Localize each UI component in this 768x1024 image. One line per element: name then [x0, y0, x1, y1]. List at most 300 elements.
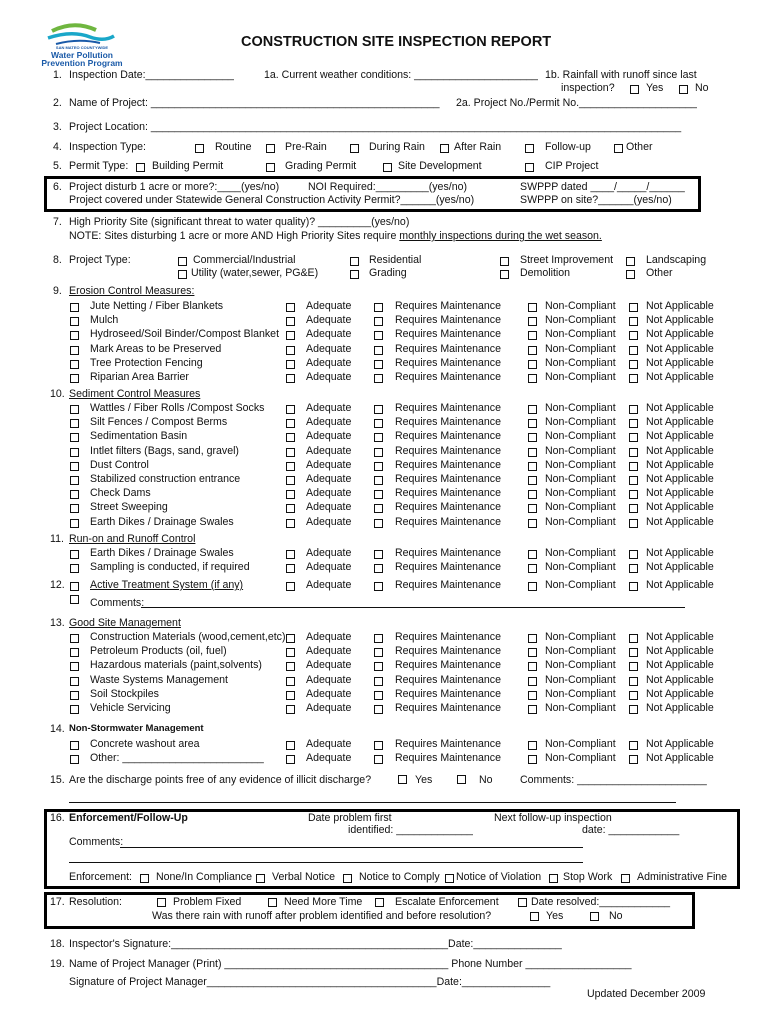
s13-item-2-label: Hazardous materials (paint,solvents) — [90, 659, 262, 672]
during-rain-checkbox[interactable] — [350, 144, 359, 153]
s16-comments-line-2[interactable] — [69, 862, 583, 863]
s10-item-5-non-compliant-checkbox[interactable] — [528, 476, 537, 485]
s13-item-5-adequate-checkbox[interactable] — [286, 705, 295, 714]
s13-item-5-requires-maintenance-checkbox[interactable] — [374, 705, 383, 714]
street-improvement-checkbox[interactable] — [500, 257, 509, 266]
s9-item-2-not-applicable-checkbox[interactable] — [629, 331, 638, 340]
s13-item-0-requires-maintenance-checkbox[interactable] — [374, 634, 383, 643]
s10-item-1-requires-maintenance-checkbox[interactable] — [374, 419, 383, 428]
s10-item-3-not-applicable-checkbox[interactable] — [629, 448, 638, 457]
grading-checkbox[interactable] — [350, 270, 359, 279]
s10-item-1-adequate-label: Adequate — [306, 416, 352, 429]
s10-item-5-requires-maintenance-checkbox[interactable] — [374, 476, 383, 485]
site-development-checkbox[interactable] — [383, 163, 392, 172]
s9-item-1-checkbox[interactable] — [70, 317, 79, 326]
s9-item-4-requires-maintenance-checkbox[interactable] — [374, 360, 383, 369]
date-resolved-checkbox[interactable] — [518, 898, 527, 907]
s9-item-3-non-compliant-label: Non-Compliant — [545, 342, 616, 355]
s9-item-2-label: Hydroseed/Soil Binder/Compost Blanket — [90, 328, 280, 341]
s13-item-0-non-compliant-checkbox[interactable] — [528, 634, 537, 643]
s11-item-0-adequate-label: Adequate — [306, 547, 352, 559]
s14-item-1-label: Other: ________________________ — [90, 752, 264, 765]
s13-item-4-non-compliant-checkbox[interactable] — [528, 691, 537, 700]
s12-item-adequate-checkbox[interactable] — [286, 582, 295, 591]
s10-item-3-non-compliant-label: Non-Compliant — [545, 444, 616, 457]
s13-item-1-requires-maintenance-checkbox[interactable] — [374, 648, 383, 657]
cip-project-label: CIP Project — [545, 160, 599, 172]
swppp-dated-field[interactable]: SWPPP dated ____/_____/______ — [520, 181, 685, 193]
logo-line1: Water Pollution — [50, 50, 113, 60]
s12-item-checkbox[interactable] — [70, 582, 79, 591]
s9-item-2-non-compliant-checkbox[interactable] — [528, 331, 537, 340]
row6-num: 6. — [53, 181, 62, 193]
s15-num: 15. — [50, 774, 65, 786]
s9-item-3-adequate-checkbox[interactable] — [286, 346, 295, 355]
s13-item-1-not-applicable-label: Not Applicable — [646, 645, 714, 658]
s13-item-5-non-compliant-label: Non-Compliant — [545, 702, 616, 714]
s15-comments-field[interactable]: Comments: ______________________ — [520, 774, 707, 786]
s14-item-0-adequate-label: Adequate — [306, 738, 352, 750]
s17-yes-label: Yes — [546, 910, 564, 922]
s14-item-1-non-compliant-checkbox[interactable] — [528, 755, 537, 764]
footer-updated: Updated December 2009 — [587, 988, 706, 1000]
s9-item-3-requires-maintenance-label: Requires Maintenance — [395, 342, 501, 355]
s9-item-4-label: Tree Protection Fencing — [90, 356, 203, 369]
rainfall-yes-label: Yes — [646, 82, 664, 94]
logo — [34, 22, 130, 70]
s13-item-4-not-applicable-checkbox[interactable] — [629, 691, 638, 700]
s13-item-3-checkbox[interactable] — [70, 677, 79, 686]
s10-item-4-adequate-label: Adequate — [306, 458, 352, 471]
s9-item-5-adequate-label: Adequate — [306, 371, 352, 383]
residential-checkbox[interactable] — [350, 257, 359, 266]
project-location-field[interactable]: Project Location: __________________________________________________________________________________________ — [69, 121, 682, 133]
administrative-fine-label: Administrative Fine — [637, 871, 728, 883]
s10-item-4-checkbox[interactable] — [70, 462, 79, 471]
s9-item-1-adequate-label: Adequate — [306, 314, 352, 327]
street-improvement-label: Street Improvement — [520, 254, 614, 266]
s14-item-1-requires-maintenance-checkbox[interactable] — [374, 755, 383, 764]
s10-item-0-requires-maintenance-checkbox[interactable] — [374, 405, 383, 414]
other-type-checkbox[interactable] — [614, 144, 623, 153]
problem-fixed-checkbox[interactable] — [157, 898, 166, 907]
commercial-checkbox[interactable] — [178, 257, 187, 266]
routine-checkbox[interactable] — [195, 144, 204, 153]
s10-item-1-checkbox[interactable] — [70, 419, 79, 428]
s10-item-1-adequate-checkbox[interactable] — [286, 419, 295, 428]
row2-num: 2. — [53, 97, 62, 109]
s11-item-1-non-compliant-checkbox[interactable] — [528, 564, 537, 573]
s10-item-0-non-compliant-checkbox[interactable] — [528, 405, 537, 414]
s10-item-8-not-applicable-checkbox[interactable] — [629, 519, 638, 528]
s13-item-0-checkbox[interactable] — [70, 634, 79, 643]
date-resolved-field[interactable]: Date resolved:____________ — [531, 896, 671, 908]
s13-item-3-not-applicable-label: Not Applicable — [646, 673, 714, 686]
s9-item-0-not-applicable-checkbox[interactable] — [629, 303, 638, 312]
s10-item-4-non-compliant-label: Non-Compliant — [545, 458, 616, 471]
s13-item-0-non-compliant-label: Non-Compliant — [545, 631, 616, 643]
s13-item-1-label: Petroleum Products (oil, fuel) — [90, 645, 227, 658]
s10-item-0-non-compliant-label: Non-Compliant — [545, 402, 616, 414]
s9-item-1-not-applicable-checkbox[interactable] — [629, 317, 638, 326]
s10-item-2-checkbox[interactable] — [70, 433, 79, 442]
s13-item-4-checkbox[interactable] — [70, 691, 79, 700]
s10-item-6-checkbox[interactable] — [70, 490, 79, 499]
follow-up-checkbox[interactable] — [525, 144, 534, 153]
s11-item-0-not-applicable-checkbox[interactable] — [629, 550, 638, 559]
s13-item-4-not-applicable-label: Not Applicable — [646, 687, 714, 700]
s13-item-0-not-applicable-checkbox[interactable] — [629, 634, 638, 643]
s13-item-4-adequate-checkbox[interactable] — [286, 691, 295, 700]
s12-comments-line[interactable] — [141, 607, 685, 608]
s10-item-5-adequate-checkbox[interactable] — [286, 476, 295, 485]
need-more-time-checkbox[interactable] — [268, 898, 277, 907]
inspector-signature-field[interactable]: Inspector's Signature:_______________________________________________Date:_______________ — [69, 938, 562, 950]
s10-item-2-requires-maintenance-checkbox[interactable] — [374, 433, 383, 442]
s13-item-0-not-applicable-label: Not Applicable — [646, 631, 714, 643]
s9-item-5-non-compliant-checkbox[interactable] — [528, 374, 537, 383]
s11-item-0-non-compliant-checkbox[interactable] — [528, 550, 537, 559]
s13-item-2-requires-maintenance-checkbox[interactable] — [374, 662, 383, 671]
s9-item-1-adequate-checkbox[interactable] — [286, 317, 295, 326]
s13-item-4-non-compliant-label: Non-Compliant — [545, 687, 616, 700]
landscaping-label: Landscaping — [646, 254, 707, 266]
rainfall-no-checkbox[interactable] — [679, 85, 688, 94]
project-name-field[interactable]: Name of Project: _________________________________________________ — [69, 97, 440, 109]
pre-rain-checkbox[interactable] — [266, 144, 275, 153]
s13-item-0-label: Construction Materials (wood,cement,etc) — [90, 631, 286, 643]
s9-item-3-requires-maintenance-checkbox[interactable] — [374, 346, 383, 355]
s11-item-0-label: Earth Dikes / Drainage Swales — [90, 547, 234, 559]
routine-label: Routine — [215, 141, 252, 153]
s9-item-1-non-compliant-label: Non-Compliant — [545, 314, 616, 327]
s10-item-3-label: Intlet filters (Bags, sand, gravel) — [90, 444, 239, 457]
s13-item-3-requires-maintenance-checkbox[interactable] — [374, 677, 383, 686]
s14-item-0-non-compliant-checkbox[interactable] — [528, 741, 537, 750]
s16-comments-line-1[interactable] — [120, 847, 583, 848]
s13-item-2-adequate-label: Adequate — [306, 659, 352, 672]
notice-of-violation-checkbox[interactable] — [445, 874, 454, 883]
s10-item-6-non-compliant-label: Non-Compliant — [545, 487, 616, 500]
s9-item-4-adequate-label: Adequate — [306, 356, 352, 369]
s10-item-2-non-compliant-checkbox[interactable] — [528, 433, 537, 442]
s10-item-3-non-compliant-checkbox[interactable] — [528, 448, 537, 457]
s17-no-checkbox[interactable] — [590, 912, 599, 921]
s9-item-4-checkbox[interactable] — [70, 360, 79, 369]
s14-item-1-adequate-checkbox[interactable] — [286, 755, 295, 764]
utility-checkbox[interactable] — [178, 270, 187, 279]
s13-item-5-not-applicable-label: Not Applicable — [646, 702, 714, 714]
s9-num: 9. — [53, 285, 62, 297]
s10-item-6-requires-maintenance-checkbox[interactable] — [374, 490, 383, 499]
s10-item-7-checkbox[interactable] — [70, 504, 79, 513]
s10-item-1-not-applicable-label: Not Applicable — [646, 416, 714, 429]
s10-item-6-not-applicable-checkbox[interactable] — [629, 490, 638, 499]
s15-question: Are the discharge points free of any evidence of illicit discharge? — [69, 774, 372, 786]
s10-item-2-adequate-checkbox[interactable] — [286, 433, 295, 442]
s13-item-0-adequate-checkbox[interactable] — [286, 634, 295, 643]
s10-item-8-requires-maintenance-checkbox[interactable] — [374, 519, 383, 528]
s9-item-0-requires-maintenance-checkbox[interactable] — [374, 303, 383, 312]
s13-item-1-non-compliant-label: Non-Compliant — [545, 645, 616, 658]
notice-to-comply-checkbox[interactable] — [343, 874, 352, 883]
grading-permit-label: Grading Permit — [285, 160, 357, 172]
s14-item-1-not-applicable-checkbox[interactable] — [629, 755, 638, 764]
s13-item-1-non-compliant-checkbox[interactable] — [528, 648, 537, 657]
s10-item-8-checkbox[interactable] — [70, 519, 79, 528]
s10-item-3-requires-maintenance-checkbox[interactable] — [374, 448, 383, 457]
s16-date-identified-field[interactable]: identified: _____________ — [348, 824, 473, 836]
s9-item-1-label: Mulch — [90, 314, 119, 327]
s16-title: Enforcement/Follow-Up — [69, 812, 188, 824]
project-manager-name-field[interactable]: Name of Project Manager (Print) ______________________________________ Phone Number __________________ — [69, 958, 632, 970]
s13-item-5-checkbox[interactable] — [70, 705, 79, 714]
s10-item-4-not-applicable-checkbox[interactable] — [629, 462, 638, 471]
s17-yes-checkbox[interactable] — [530, 912, 539, 921]
s9-item-0-label: Jute Netting / Fiber Blankets — [90, 300, 224, 312]
s10-item-6-not-applicable-label: Not Applicable — [646, 487, 714, 500]
s14-item-0-requires-maintenance-checkbox[interactable] — [374, 741, 383, 750]
notice-of-violation-label: Notice of Violation — [456, 871, 542, 883]
s15-yes-label: Yes — [415, 774, 433, 786]
stop-work-checkbox[interactable] — [549, 874, 558, 883]
s9-item-3-not-applicable-checkbox[interactable] — [629, 346, 638, 355]
s11-item-0-not-applicable-label: Not Applicable — [646, 547, 714, 559]
s11-item-1-adequate-checkbox[interactable] — [286, 564, 295, 573]
s10-item-7-label: Street Sweeping — [90, 501, 168, 514]
s13-item-1-checkbox[interactable] — [70, 648, 79, 657]
rainfall-yes-checkbox[interactable] — [630, 85, 639, 94]
s9-item-0-requires-maintenance-label: Requires Maintenance — [395, 300, 501, 312]
s11-item-0-checkbox[interactable] — [70, 550, 79, 559]
s12-item-non-compliant-label: Non-Compliant — [545, 579, 616, 591]
none-in-compliance-checkbox[interactable] — [140, 874, 149, 883]
s11-item-1-adequate-label: Adequate — [306, 561, 352, 574]
s13-item-2-adequate-checkbox[interactable] — [286, 662, 295, 671]
s9-item-1-requires-maintenance-checkbox[interactable] — [374, 317, 383, 326]
s10-item-2-not-applicable-checkbox[interactable] — [629, 433, 638, 442]
s11-item-0-requires-maintenance-label: Requires Maintenance — [395, 547, 501, 559]
s10-item-0-not-applicable-checkbox[interactable] — [629, 405, 638, 414]
s13-item-2-requires-maintenance-label: Requires Maintenance — [395, 659, 501, 672]
s10-item-5-not-applicable-checkbox[interactable] — [629, 476, 638, 485]
s11-num: 11. — [50, 533, 64, 545]
s13-item-3-non-compliant-label: Non-Compliant — [545, 673, 616, 686]
s13-item-4-requires-maintenance-checkbox[interactable] — [374, 691, 383, 700]
s15-no-checkbox[interactable] — [457, 775, 466, 784]
s10-item-0-checkbox[interactable] — [70, 405, 79, 414]
stop-work-label: Stop Work — [563, 871, 613, 883]
s11-item-1-not-applicable-label: Not Applicable — [646, 561, 714, 574]
inspection-date-field[interactable]: Inspection Date:_______________ — [69, 69, 234, 81]
grading-permit-checkbox[interactable] — [266, 163, 275, 172]
s10-item-3-adequate-checkbox[interactable] — [286, 448, 295, 457]
escalate-enforcement-checkbox[interactable] — [375, 898, 384, 907]
s14-item-0-not-applicable-checkbox[interactable] — [629, 741, 638, 750]
s13-item-1-adequate-checkbox[interactable] — [286, 648, 295, 657]
project-manager-signature-field[interactable]: Signature of Project Manager_______________________________________Date:_______________ — [69, 976, 551, 988]
s10-item-2-label: Sedimentation Basin — [90, 430, 188, 443]
s11-item-1-requires-maintenance-checkbox[interactable] — [374, 564, 383, 573]
s9-item-0-adequate-checkbox[interactable] — [286, 303, 295, 312]
s10-item-1-not-applicable-checkbox[interactable] — [629, 419, 638, 428]
s13-item-3-non-compliant-checkbox[interactable] — [528, 677, 537, 686]
s9-item-5-requires-maintenance-label: Requires Maintenance — [395, 371, 501, 383]
s13-item-1-not-applicable-checkbox[interactable] — [629, 648, 638, 657]
s11-item-1-checkbox[interactable] — [70, 564, 79, 573]
s9-item-5-requires-maintenance-checkbox[interactable] — [374, 374, 383, 383]
s10-item-6-adequate-label: Adequate — [306, 487, 352, 500]
s10-item-7-adequate-label: Adequate — [306, 501, 352, 514]
swppp-onsite-field[interactable]: SWPPP on site?______(yes/no) — [520, 194, 672, 206]
s10-item-1-non-compliant-checkbox[interactable] — [528, 419, 537, 428]
weather-field[interactable]: 1a. Current weather conditions: _____________________ — [264, 69, 538, 81]
wet-season-note — [69, 230, 602, 242]
s13-item-3-not-applicable-checkbox[interactable] — [629, 677, 638, 686]
s19-num: 19. — [50, 958, 65, 970]
follow-up-label: Follow-up — [545, 141, 591, 153]
s13-item-5-not-applicable-checkbox[interactable] — [629, 705, 638, 714]
cip-project-checkbox[interactable] — [525, 163, 534, 172]
s11-item-1-label: Sampling is conducted, if required — [90, 561, 250, 574]
s11-item-0-requires-maintenance-checkbox[interactable] — [374, 550, 383, 559]
s9-item-4-non-compliant-checkbox[interactable] — [528, 360, 537, 369]
s10-item-5-non-compliant-label: Non-Compliant — [545, 473, 616, 485]
landscaping-checkbox[interactable] — [626, 257, 635, 266]
s10-item-8-adequate-checkbox[interactable] — [286, 519, 295, 528]
s9-item-4-not-applicable-checkbox[interactable] — [629, 360, 638, 369]
noi-required-field[interactable]: NOI Required:_________(yes/no) — [308, 181, 468, 193]
s13-item-4-label: Soil Stockpiles — [90, 687, 159, 700]
s13-item-5-non-compliant-checkbox[interactable] — [528, 705, 537, 714]
s14-item-0-adequate-checkbox[interactable] — [286, 741, 295, 750]
s9-item-5-not-applicable-label: Not Applicable — [646, 371, 714, 383]
s12-item-not-applicable-checkbox[interactable] — [629, 582, 638, 591]
s10-item-8-non-compliant-checkbox[interactable] — [528, 519, 537, 528]
s10-item-5-label: Stabilized construction entrance — [90, 473, 241, 485]
s17-question: Was there rain with runoff after problem identified and before resolution? — [152, 910, 492, 922]
s13-item-2-non-compliant-checkbox[interactable] — [528, 662, 537, 671]
s12-comments-checkbox[interactable] — [70, 595, 79, 604]
s16-enforcement-label: Enforcement: — [69, 871, 133, 883]
s10-item-4-non-compliant-checkbox[interactable] — [528, 462, 537, 471]
s9-item-0-checkbox[interactable] — [70, 303, 79, 312]
s11-title: Run-on and Runoff Control — [69, 533, 196, 545]
s10-item-7-adequate-checkbox[interactable] — [286, 504, 295, 513]
residential-label: Residential — [369, 254, 422, 266]
s10-item-6-label: Check Dams — [90, 487, 151, 500]
s9-item-2-adequate-label: Adequate — [306, 328, 352, 341]
s10-item-4-requires-maintenance-checkbox[interactable] — [374, 462, 383, 471]
s10-item-0-label: Wattles / Fiber Rolls /Compost Socks — [90, 402, 265, 414]
note-text: NOTE: Sites disturbing 1 acre or more AND High Priority Sites require — [69, 230, 400, 242]
administrative-fine-checkbox[interactable] — [621, 874, 630, 883]
s9-item-3-label: Mark Areas to be Preserved — [90, 342, 222, 355]
s13-item-2-checkbox[interactable] — [70, 662, 79, 671]
s9-item-2-requires-maintenance-checkbox[interactable] — [374, 331, 383, 340]
verbal-notice-checkbox[interactable] — [256, 874, 265, 883]
s9-item-2-adequate-checkbox[interactable] — [286, 331, 295, 340]
s9-item-5-checkbox[interactable] — [70, 374, 79, 383]
s10-item-8-label: Earth Dikes / Drainage Swales — [90, 515, 234, 528]
s9-item-5-not-applicable-checkbox[interactable] — [629, 374, 638, 383]
s9-item-0-non-compliant-checkbox[interactable] — [528, 303, 537, 312]
s9-item-2-checkbox[interactable] — [70, 331, 79, 340]
s16-next-inspection-field[interactable]: date: ____________ — [582, 824, 680, 836]
s9-item-5-adequate-checkbox[interactable] — [286, 374, 295, 383]
s15-no-label: No — [479, 774, 493, 786]
rainfall-no-label: No — [695, 82, 709, 94]
demolition-checkbox[interactable] — [500, 270, 509, 279]
building-permit-checkbox[interactable] — [136, 163, 145, 172]
s10-item-6-non-compliant-checkbox[interactable] — [528, 490, 537, 499]
s14-item-1-non-compliant-label: Non-Compliant — [545, 752, 616, 765]
s13-item-2-not-applicable-checkbox[interactable] — [629, 662, 638, 671]
s12-item-non-compliant-checkbox[interactable] — [528, 582, 537, 591]
s12-item-label: Active Treatment System (if any) — [90, 579, 244, 591]
s14-item-0-checkbox[interactable] — [70, 741, 79, 750]
notice-to-comply-label: Notice to Comply — [359, 871, 440, 883]
s15-yes-checkbox[interactable] — [398, 775, 407, 784]
s11-item-0-adequate-checkbox[interactable] — [286, 550, 295, 559]
s10-item-7-requires-maintenance-checkbox[interactable] — [374, 504, 383, 513]
s11-item-1-not-applicable-checkbox[interactable] — [629, 564, 638, 573]
other-project-checkbox[interactable] — [626, 270, 635, 279]
s9-item-3-non-compliant-checkbox[interactable] — [528, 346, 537, 355]
s9-item-5-label: Riparian Area Barrier — [90, 371, 189, 383]
after-rain-checkbox[interactable] — [440, 144, 449, 153]
general-permit-field[interactable]: Project covered under Statewide General Construction Activity Permit?______(yes/no) — [69, 194, 475, 206]
s10-item-3-not-applicable-label: Not Applicable — [646, 444, 714, 457]
s14-item-0-not-applicable-label: Not Applicable — [646, 738, 714, 750]
s14-item-0-non-compliant-label: Non-Compliant — [545, 738, 616, 750]
s10-item-7-non-compliant-checkbox[interactable] — [528, 504, 537, 513]
s14-item-1-not-applicable-label: Not Applicable — [646, 752, 714, 765]
rainfall-label-b: inspection? — [561, 82, 615, 94]
s10-item-7-non-compliant-label: Non-Compliant — [545, 501, 616, 514]
s15-comments-line[interactable] — [69, 802, 676, 803]
s10-item-2-adequate-label: Adequate — [306, 430, 352, 443]
s14-item-1-checkbox[interactable] — [70, 755, 79, 764]
s9-item-3-checkbox[interactable] — [70, 346, 79, 355]
permit-no-field[interactable]: 2a. Project No./Permit No.____________________ — [456, 97, 697, 109]
s10-item-3-checkbox[interactable] — [70, 448, 79, 457]
s10-item-5-checkbox[interactable] — [70, 476, 79, 485]
row8-num: 8. — [53, 254, 62, 266]
high-priority-field[interactable]: High Priority Site (significant threat to water quality)? _________(yes/no) — [69, 216, 410, 228]
s13-item-3-adequate-label: Adequate — [306, 673, 352, 686]
site-development-label: Site Development — [398, 160, 482, 172]
s13-item-4-requires-maintenance-label: Requires Maintenance — [395, 687, 501, 700]
s10-item-7-not-applicable-checkbox[interactable] — [629, 504, 638, 513]
s9-item-4-adequate-checkbox[interactable] — [286, 360, 295, 369]
disturb-acre-field[interactable]: Project disturb 1 acre or more?:____(yes/no) — [69, 181, 280, 193]
other-type-label: Other — [626, 141, 653, 153]
s10-item-4-adequate-checkbox[interactable] — [286, 462, 295, 471]
s10-item-6-adequate-checkbox[interactable] — [286, 490, 295, 499]
s10-item-2-non-compliant-label: Non-Compliant — [545, 430, 616, 443]
s10-item-0-adequate-checkbox[interactable] — [286, 405, 295, 414]
s16-date-identified-label: Date problem first — [308, 812, 392, 824]
s13-item-3-adequate-checkbox[interactable] — [286, 677, 295, 686]
s11-item-0-non-compliant-label: Non-Compliant — [545, 547, 616, 559]
s16-comments-label: Comments: — [69, 836, 124, 848]
row4-num: 4. — [53, 141, 62, 153]
s13-item-4-adequate-label: Adequate — [306, 687, 352, 700]
s12-item-requires-maintenance-checkbox[interactable] — [374, 582, 383, 591]
s9-item-1-non-compliant-checkbox[interactable] — [528, 317, 537, 326]
during-rain-label: During Rain — [369, 141, 425, 153]
